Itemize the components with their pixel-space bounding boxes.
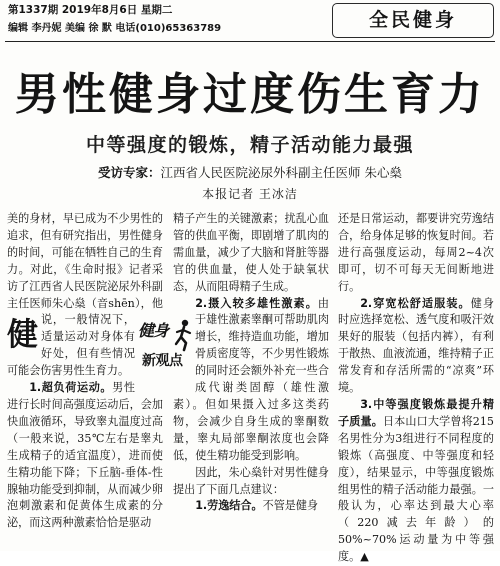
paragraph-text: 不管是健身 bbox=[262, 499, 319, 513]
paragraph-advice-intro bbox=[173, 465, 329, 499]
paragraph-advice-1 bbox=[173, 498, 329, 515]
running-man-icon bbox=[172, 318, 194, 352]
paragraph-point-2 bbox=[173, 296, 329, 465]
article-column-2 bbox=[173, 211, 329, 550]
point-heading: 2.摄入较多雄性激素。 bbox=[195, 296, 318, 310]
logo-text-top: 健身 bbox=[138, 321, 169, 340]
paragraph-text: 健身时应选择宽松、透气度和吸汗效果好的服装（包括内裤），有利于散热、血液流通，维持精子正常发育和存活所需的“凉爽”环境。 bbox=[338, 296, 494, 395]
paragraph-text: 精子产生的关键激素；扰乱心血管的供血平衡，即剧增了肌肉的需血量，减少了大脑和肾脏等器官的供血量，使人处于缺氧状态，从而阻碍精子生成。 bbox=[173, 212, 329, 293]
article-column-3 bbox=[338, 211, 494, 564]
paragraph-point-1 bbox=[7, 380, 163, 532]
section-badge bbox=[332, 3, 494, 38]
paragraph-text: 因此，朱心燊针对男性健身提出了下面几点建议： bbox=[173, 465, 329, 496]
subheadline: 中等强度的锻炼，精子活动能力最强 bbox=[85, 134, 414, 156]
expert-name: 江西省人民医院泌尿外科副主任医师 朱心燊 bbox=[160, 165, 402, 180]
issue-line: 第1337期 2019年8月6日 星期二 bbox=[8, 4, 173, 16]
drop-cap: 健 bbox=[7, 317, 38, 353]
paragraph-text: 还是日常运动，都要讲究劳逸结合，给身体足够的恢复时间。若进行高强度运动，每周2~4次即可，切不可每天无间断地进行。 bbox=[338, 212, 494, 293]
fitness-viewpoint-logo bbox=[136, 318, 194, 384]
advice-heading: 3.中等强度锻炼最提升精子质量。 bbox=[338, 397, 494, 428]
byline: 本报记者 王冰洁 bbox=[202, 187, 298, 201]
paragraph-text: 日本山口大学曾将215名男性分为3组进行不同程度的锻炼（高强度、中等强度和轻度），结果显示，中等强度锻炼组男性的精子活动能力最强。一般认为，心率达到最大心率（220减去年龄）的50%~70%运动量为中等强度。▲ bbox=[338, 414, 494, 564]
header-divider bbox=[5, 41, 495, 42]
paragraph-text: 由于雄性激素睾酮可帮助肌肉增长，维持造血功能，增加骨质密度等，不少男性锻炼的同时还会额外补充一些合成代谢类固醇（雄性激素）。但如果摄入过多这类药物，会减少自身生成的睾酮数量，睾丸局部睾酮浓度也会降低，使生精功能受到影响。 bbox=[173, 296, 329, 462]
section-name: 全民健身 bbox=[368, 9, 457, 31]
expert-line bbox=[0, 165, 500, 180]
paragraph-advice-3 bbox=[338, 397, 494, 566]
paragraph-text: 男性进行长时间高强度运动后，会加快血液循环，导致睾丸温度过高（一般来说，35℃左右是睾丸生成精子的适宜温度），进而使生精功能下降；下丘脑-垂体-性腺轴功能受到抑制，从而减少卵泡刺激素和促黄体生成素的分泌，而这两种激素恰恰是驱动 bbox=[7, 381, 163, 530]
editor-line: 编辑 李丹妮 美编 徐 默 电话(010)65363789 bbox=[8, 23, 222, 34]
expert-label: 受访专家： bbox=[98, 165, 161, 180]
paragraph-continued bbox=[173, 211, 329, 296]
paragraph-advice-2 bbox=[338, 296, 494, 397]
advice-heading: 2.穿宽松舒适服装。 bbox=[360, 296, 471, 310]
advice-heading: 1.劳逸结合。 bbox=[195, 499, 263, 513]
point-heading: 1.超负荷运动。 bbox=[29, 381, 113, 395]
logo-text-bottom: 新观点 bbox=[142, 353, 183, 369]
headline: 男性健身过度伤生育力 bbox=[15, 69, 485, 120]
paragraph-continued bbox=[338, 211, 494, 296]
paragraph-text: 美的身材，早已成为不少男性的追求，但有研究指出，男性健身的时间，可能在牺牲自己的生育力。对此，《生命时报》记者采访了江西省人民医院泌尿外科副主任医师朱心燊（音shēn），他说，一般情况下，适量运动对身体有好处，但有些情况可能会伤害男性生育力。 bbox=[7, 212, 163, 378]
